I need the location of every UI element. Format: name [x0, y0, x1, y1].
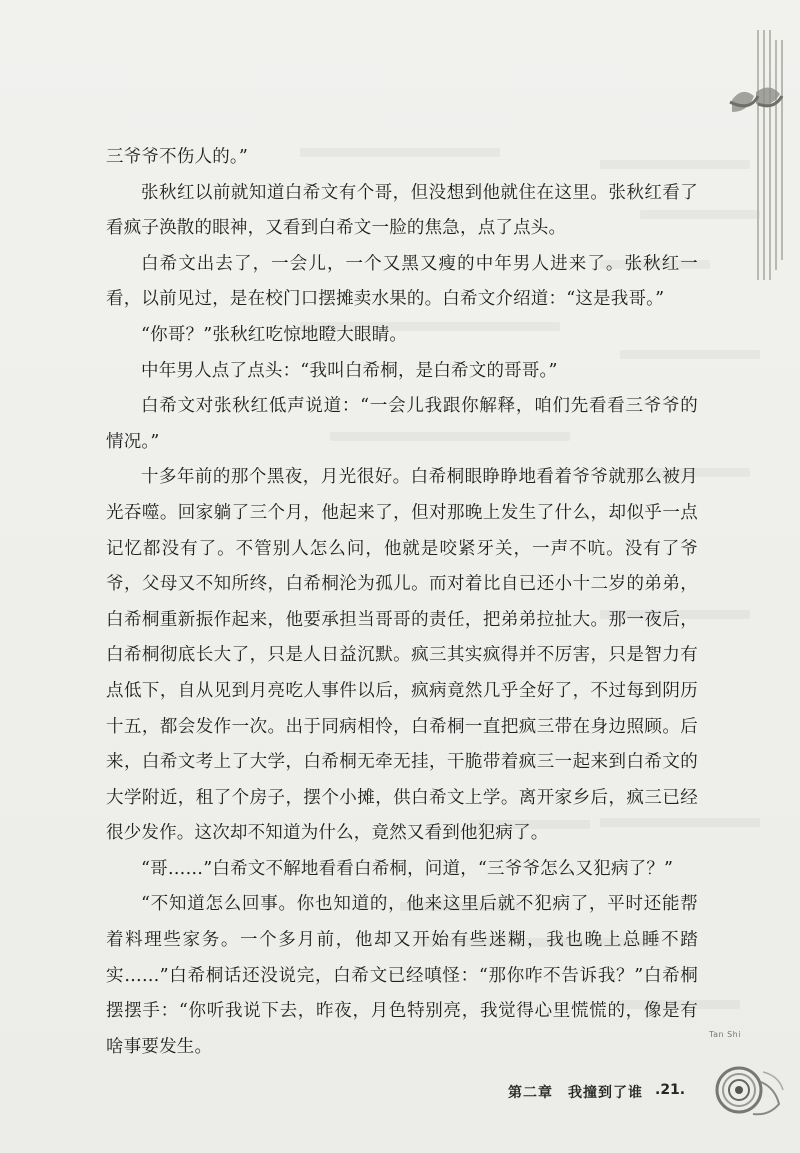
page-number: .21. [655, 1082, 686, 1098]
paragraph-5: 中年男人点了点头：“我叫白希桐，是白希文的哥哥。” [141, 360, 558, 381]
paragraph-4: “你哥？”张秋红吃惊地瞪大眼睛。 [141, 324, 408, 345]
paragraph-2: 张秋红以前就知道白希文有个哥，但没想到他就住在这里。张秋红看了看疯子涣散的眼神，又看到白希文一脸的焦急，点了点头。 [106, 182, 698, 239]
bottom-brand-swirl-icon [705, 1042, 785, 1122]
paragraph-9: “不知道怎么回事。你也知道的，他来这里后就不犯病了，平时还能帮着料理些家务。一个多月前，他却又开始有些迷糊，我也晚上总睡不踏实……”白希桐话还没说完，白希文已经嗔怪：“那你咋不告诉我？”白希桐摆摆手：“你听我说下去，昨夜，月色特别亮，我觉得心里慌慌的，像是有啥事要发生。 [106, 894, 698, 1057]
footer-brand-text: Tan Shi [709, 1030, 741, 1039]
chapter-title: 第二章 我撞到了谁 [508, 1085, 643, 1101]
paragraph-8: “哥……”白希文不解地看看白希桐，问道，“三爷爷怎么又犯病了？” [141, 858, 674, 879]
paragraph-7: 十多年前的那个黑夜，月光很好。白希桐眼睁睁地看着爷爷就那么被月光吞噬。回家躺了三个月，他起来了，但对那晚上发生了什么，却似乎一点记忆都没有了。不管别人怎么问，他就是咬紧牙关，一声不吭。没有了爷爷，父母又不知所终，白希桐沦为孤儿。而对着比自已还小十二岁的弟弟，白希桐重新振作起来，他要承担当哥哥的责任，把弟弟拉扯大。那一夜后，白希桐彻底长大了，只是人日益沉默。疯三其实疯得并不厉害，只是智力有点低下，自从见到月亮吃人事件以后，疯病竟然几乎全好了，不过每到阴历十五，都会发作一次。出于同病相怜，白希桐一直把疯三带在身边照顾。后来，白希文考上了大学，白希桐无牵无挂，干脆带着疯三一起来到白希文的大学附近，租了个房子，摆个小摊，供白希文上学。离开家乡后，疯三已经很少发作。这次却不知道为什么，竟然又看到他犯病了。 [106, 467, 698, 844]
paragraph-1: 三爷爷不伤人的。” [106, 147, 248, 167]
paragraph-3: 白希文出去了，一会儿，一个又黑又瘦的中年男人进来了。张秋红一看，以前见过，是在校门口摆摊卖水果的。白希文介绍道：“这是我哥。” [106, 253, 698, 310]
paragraph-6: 白希文对张秋红低声说道：“一会儿我跟你解释，咱们先看看三爷爷的情况。” [106, 396, 698, 452]
main-text-column [106, 140, 698, 1065]
top-brand-logo-icon [710, 30, 790, 280]
